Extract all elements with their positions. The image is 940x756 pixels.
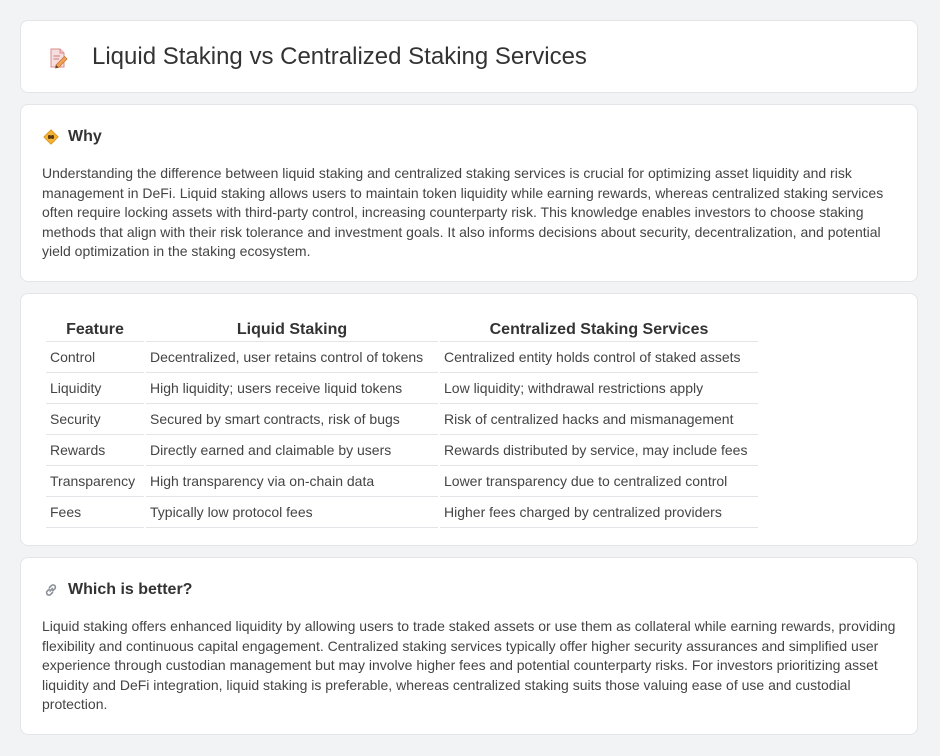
table-cell: Liquidity [46,373,144,404]
which-is-better-section [20,557,918,735]
table-cell: Typically low protocol fees [146,497,438,528]
diamond-warning-icon [43,129,59,145]
table-cell: Transparency [46,466,144,497]
table-cell: Low liquidity; withdrawal restrictions apply [440,373,758,404]
better-body: Liquid staking offers enhanced liquidity by allowing users to trade staked assets or use them as collateral while earning rewards, providing flexibility and continuous capital engagement. Centralized staking services typically offer higher security assurances and simplified user experience through custodian management but may involve higher fees and potential counterparty risks. For investors prioritizing asset liquidity and DeFi integration, liquid staking is preferable, whereas centralized staking suits those valuing ease of use and custodial protection. [42,618,896,713]
table-cell: Security [46,404,144,435]
table-cell: Secured by smart contracts, risk of bugs [146,404,438,435]
link-icon [43,582,59,598]
table-cell: Risk of centralized hacks and mismanagement [440,404,758,435]
table-cell: Centralized entity holds control of staked assets [440,342,758,373]
table-cell: Fees [46,497,144,528]
table-cell: Lower transparency due to centralized control [440,466,758,497]
table-cell: Higher fees charged by centralized providers [440,497,758,528]
table-cell: Rewards distributed by service, may include fees [440,435,758,466]
table-row [46,373,758,404]
why-title: Why [68,128,102,145]
document-pencil-icon [47,47,69,69]
header-card [20,20,918,93]
comparison-table-card [20,293,918,546]
table-row [46,404,758,435]
table-cell: Rewards [46,435,144,466]
why-body: Understanding the difference between liquid staking and centralized staking services is crucial for optimizing asset liquidity and risk management in DeFi. Liquid staking allows users to maintain token liquidity while earning rewards, whereas centralized staking services often require locking assets with third-party control, increasing counterparty risk. This knowledge enables investors to choose staking methods that align with their risk tolerance and investment goals. It also informs decisions about security, decentralization, and potential yield optimization in the staking ecosystem. [42,165,884,260]
table-cell: Control [46,342,144,373]
table-row [46,497,758,528]
table-cell: High liquidity; users receive liquid tokens [146,373,438,404]
table-cell: Decentralized, user retains control of tokens [146,342,438,373]
column-header-feature: Feature [46,314,144,342]
table-cell: Directly earned and claimable by users [146,435,438,466]
table-row [46,466,758,497]
comparison-table [44,314,760,528]
table-row [46,342,758,373]
table-cell: High transparency via on-chain data [146,466,438,497]
table-row [46,435,758,466]
better-title: Which is better? [68,581,193,598]
column-header-liquid-staking: Liquid Staking [146,314,438,342]
why-section [20,104,918,282]
column-header-centralized-staking: Centralized Staking Services [440,314,758,342]
table-header-row [46,314,758,342]
page-title: Liquid Staking vs Centralized Staking Services [92,43,587,70]
